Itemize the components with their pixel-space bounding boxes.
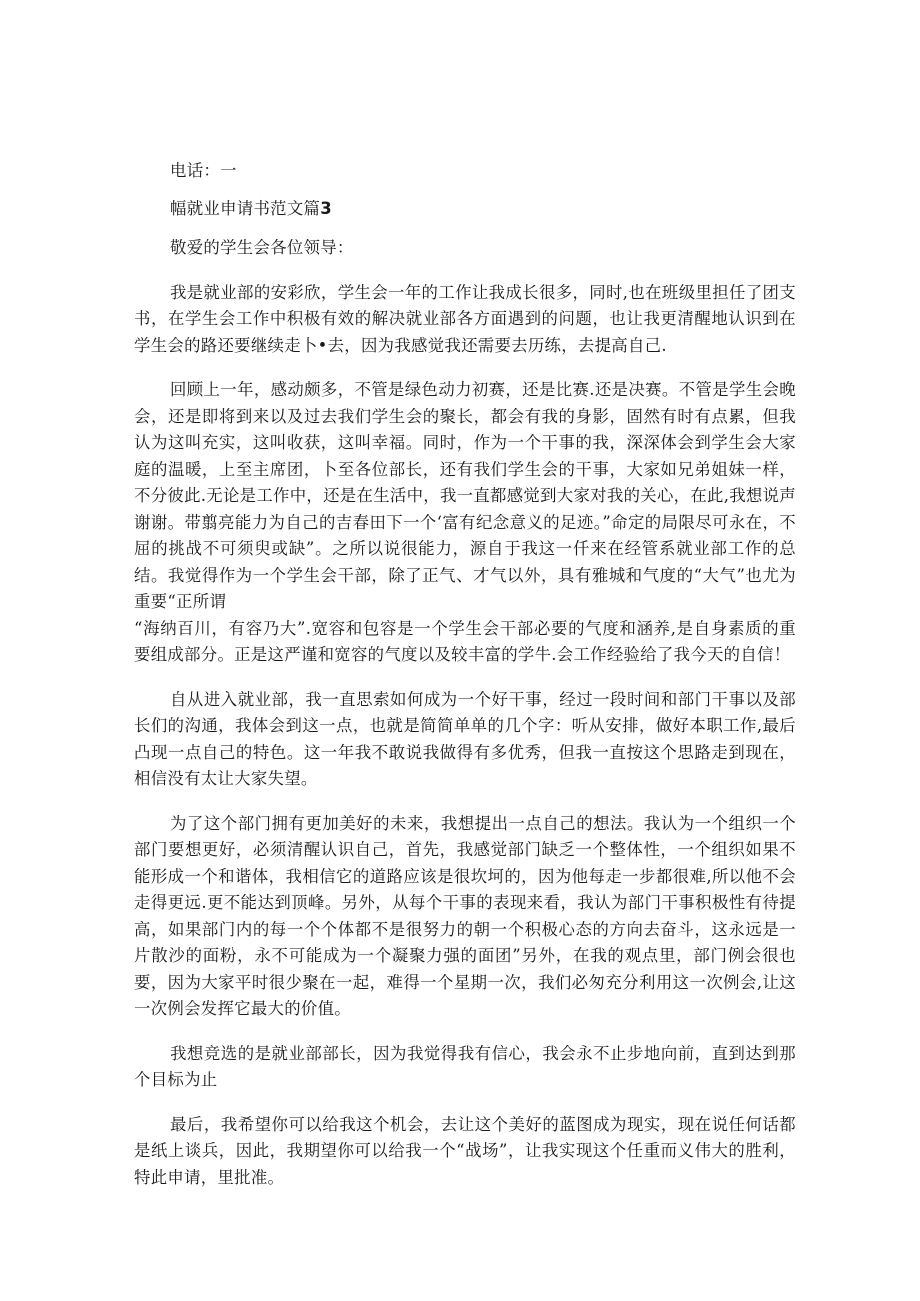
document-body: [134, 158, 796, 1191]
paragraph-3: 自从进入就业部，我一直思索如何成为一个好干事，经过一段时间和部门干事以及部长们的沟通，我体会到这一点，也就是简简单单的几个字：听从安排，做好本职工作,最后凸现一点自己的特色。这一年我不敢说我做得有多优秀，但我一直按这个思路走到现在，相信没有太让大家失望。: [134, 689, 796, 788]
paragraph-1: 我是就业部的安彩欣，学生会一年的工作让我成长很多，同时,也在班级里担任了团支书，在学生会工作中积极有效的解决就业部各方面遇到的问题，也让我更清醒地认识到在学生会的路还要继续走卜•去，因为我感觉我还需要去历练，去提高自己.: [134, 282, 796, 355]
paragraph-6: 最后，我希望你可以给我这个机会，去让这个美好的蓝图成为现实，现在说任何话都是纸上谈兵，因此，我期望你可以给我一个“战场”，让我实现这个任重而义伟大的胜利，特此申请，里批准。: [134, 1114, 796, 1187]
salutation: 敬爱的学生会各位领导：: [170, 238, 354, 257]
document-title-text: 幅就业申请书范文篇: [170, 198, 321, 218]
document-title: [170, 196, 796, 223]
paragraph-4: 为了这个部门拥有更加美好的未来，我想提出一点自己的想法。我认为一个组织一个部门要想更好，必须清醒认识自己，首先，我感觉部门缺乏一个整体性，一个组织如果不能形成一个和谐体，我相信它的道路应该是很坎坷的，因为他每走一步都很难,所以他不会走得更远.更不能达到顶峰。另外，从每个干事的表现来看，我认为部门干事积极性有待提高，如果部门内的每一个个体都不是很努力的朝一个积极心态的方向去奋斗，这永远是一片散沙的面粉，永不可能成为一个凝聚力强的面团”另外，在我的观点里，部门例会很也要，因为大家平时很少聚在一起，难得一个星期一次，我们必匆充分利用这一次例会,让这一次例会发挥它最大的价值。: [134, 813, 796, 1018]
paragraph-2: 回顾上一年，感动颇多，不管是绿色动力初赛，还是比赛.还是决赛。不管是学生会晚会，还是即将到来以及过去我们学生会的聚长，都会有我的身影，固然有时有点累，但我认为这叫充实，这叫收获，这叫幸福。同时，作为一个干事的我，深深体会到学生会大家庭的温暖，上至主席团，卜至各位部长，还有我们学生会的干事，大家如兄弟姐妹一样，不分彼此.无论是工作中，还是在生活中，我一直都感觉到大家对我的关心，在此,我想说声谢谢。带翦亮能力为自己的吉春田下一个‘富有纪念意义的足迹。”命定的局限尽可永在，不屈的挑战不可须臾或缺”。之所以说很能力，源自于我这一仟来在经管系就业部工作的总结。我觉得作为一个学生会干部，除了正气、才气以外，具有雅城和气度的“大气”也尤为重要“正所谓: [134, 380, 796, 611]
document-title-number: 3: [320, 198, 332, 218]
phone-line: 电话：一: [170, 161, 237, 180]
paragraph-5: 我想竞选的是就业部部长，因为我觉得我有信心，我会永不止步地向前，直到达到那个目标为止: [134, 1043, 796, 1089]
paragraph-2-continued: “海纳百川，有容乃大”.宽容和包容是一个学生会干部必要的气度和涵养,是自身素质的重要组成部分。正是这严谨和宽容的气度以及较丰富的学牛.会工作经验给了我今天的自信！: [134, 618, 796, 664]
